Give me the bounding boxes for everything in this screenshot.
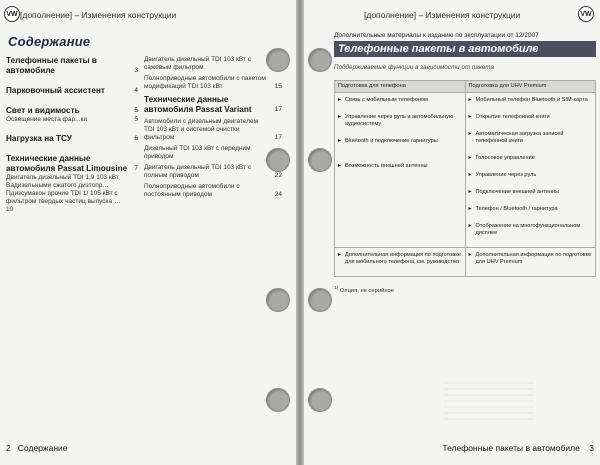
toc-page: 3 [134,67,138,74]
toc-entry[interactable] [144,95,282,115]
list-item: ▸ Дополнительная информация по подготовке для UHV Premium [469,252,593,266]
toc-entry[interactable] [6,134,138,144]
toc-sub-label: Двигатель дизельный TDI 1,9 103 кВт [6,174,119,181]
binder-hole [266,288,290,312]
list-item: ▸ Связь с мобильным телефоном [338,97,462,104]
toc-page: 24 [274,191,282,198]
phone-prep-column [335,93,466,248]
list-item: ▸ Телефон / Bluetooth / гарнитура [469,206,593,213]
toc-right-column [144,56,282,202]
toc-entry[interactable] [6,106,138,124]
toc-title: Содержание [8,34,91,49]
toc-page: 17 [274,106,282,113]
toc-sub-label: Пдизсумакон прочие TDI 1/ 105 кВт с [6,190,118,197]
toc-page: 17 [274,134,282,141]
section-intro: Поддерживаемые функции в зависимости от пакета [334,64,494,71]
toc-left-column [6,56,138,224]
toc-page: 5 [134,116,138,123]
book-gutter [296,0,304,465]
list-item: ▸ Возможность внешней антенны [338,163,462,170]
footnote: $^{1)}$ Опция, не серийное [334,286,394,294]
bleed-through-text [444,380,534,420]
list-item: ▸ Автоматическая загрузка записей телефонной книги [469,131,593,145]
toc-sub-label: Вадизельными сжатого дизтопр… [6,182,109,189]
footer-label: Телефонные пакеты в автомобиле [442,443,580,453]
uhv-premium-column [465,93,596,248]
list-item: ▸ Управление через руль и автомобильную аудиосистему [338,114,462,128]
list-item: ▸ Bluetooth и подключение гарнитуры [338,138,462,145]
left-page [0,0,296,465]
toc-page: 15 [274,83,282,90]
footer-label: Содержание [17,443,68,453]
section-title: Телефонные пакеты в автомобиле [334,41,596,57]
toc-entry-label: Нагрузка на ТСУ [6,134,72,143]
toc-entry-label: Телефонные пакеты в автомобиле [6,56,97,75]
uhv-premium-more-info [465,248,596,277]
toc-entry-label: Технические данные автомобиля Passat Variant [144,95,252,114]
list-item: ▸ Голосовое управление [469,155,593,162]
right-footer [442,443,594,453]
binder-hole [266,148,290,172]
edition-note: Дополнительные материалы к изданию по эксплуатации от 12/2007 [334,32,539,39]
binder-hole [266,388,290,412]
col-header-phone-prep: Подготовка для телефона [335,81,466,93]
list-item: ▸ Дополнительная информация по подготовке для мобильного телефона, см. руководство [338,252,462,266]
toc-entry[interactable] [144,118,282,142]
list-item: ▸ Управление через руль [469,172,593,179]
toc-page: 4 [134,87,138,94]
toc-entry[interactable] [144,183,282,199]
list-item: ▸ Мобильный телефон Bluetooth и SIM-карта [469,97,593,104]
phone-package-table [334,80,596,277]
toc-page: 22 [274,172,282,179]
col-header-uhv-premium: Подготовка для UHV Premium [465,81,596,93]
binder-hole [308,48,332,72]
list-item: ▸ Открытие телефонной книги [469,114,593,121]
page-number: 3 [589,443,594,453]
right-page [304,0,600,465]
phone-prep-more-info [335,248,466,277]
toc-entry[interactable] [6,56,138,76]
toc-entry[interactable] [6,154,138,214]
toc-sub-label: Двигатель дизельный TDI 103 кВт с сажевым фильтром [144,56,252,71]
binder-hole [266,48,290,72]
list-item: ▸ Отображение на многофункциональном дисплее [469,223,593,237]
right-header: [дополнение] – Изменения конструкции [364,10,521,20]
toc-page: 5 [134,107,138,114]
page-number: 2 [6,443,11,453]
toc-sub-label: Двигатель дизельный TDI 103 кВт с полным приводом [144,164,252,179]
toc-sub-label: Автомобили с дизельным двигателем TDI 103 кВт и системой очистки фильтром [144,118,259,141]
vw-logo-icon: VW [578,6,594,22]
toc-entry-label: Технические данные автомобиля Passat Limousine [6,154,128,173]
left-footer [6,443,68,453]
vw-logo-icon: VW [4,6,20,22]
toc-sub-label: Дизельный TDI 103 кВт с передним приводом [144,145,251,160]
toc-entry-label: Свет и видимость [6,106,80,115]
toc-entry[interactable] [144,164,282,180]
toc-entry-label: Парковочный ассистент [6,86,105,95]
left-header: [дополнение] – Изменения конструкции [20,10,177,20]
toc-entry[interactable] [144,145,282,161]
toc-entry[interactable] [144,56,282,72]
binder-hole [308,288,332,312]
toc-sub-label: фильтром твердых частиц выпуска … 10 [6,198,121,213]
toc-sub-label: Полноприводные автомобили с пакетом модификаций TDI 103 кВт [144,75,266,90]
list-item: ▸ Подключение внешней антенны [469,189,593,196]
toc-entry[interactable] [144,75,282,91]
toc-page: 6 [134,135,138,142]
toc-page: 7 [134,165,138,172]
binder-hole [308,148,332,172]
binder-hole [308,388,332,412]
toc-sub-label: Полноприводные автомобили с постоянным приводом [144,183,240,198]
toc-entry[interactable] [6,86,138,96]
toc-sub-label: Освещение места фар...ки [6,116,87,123]
